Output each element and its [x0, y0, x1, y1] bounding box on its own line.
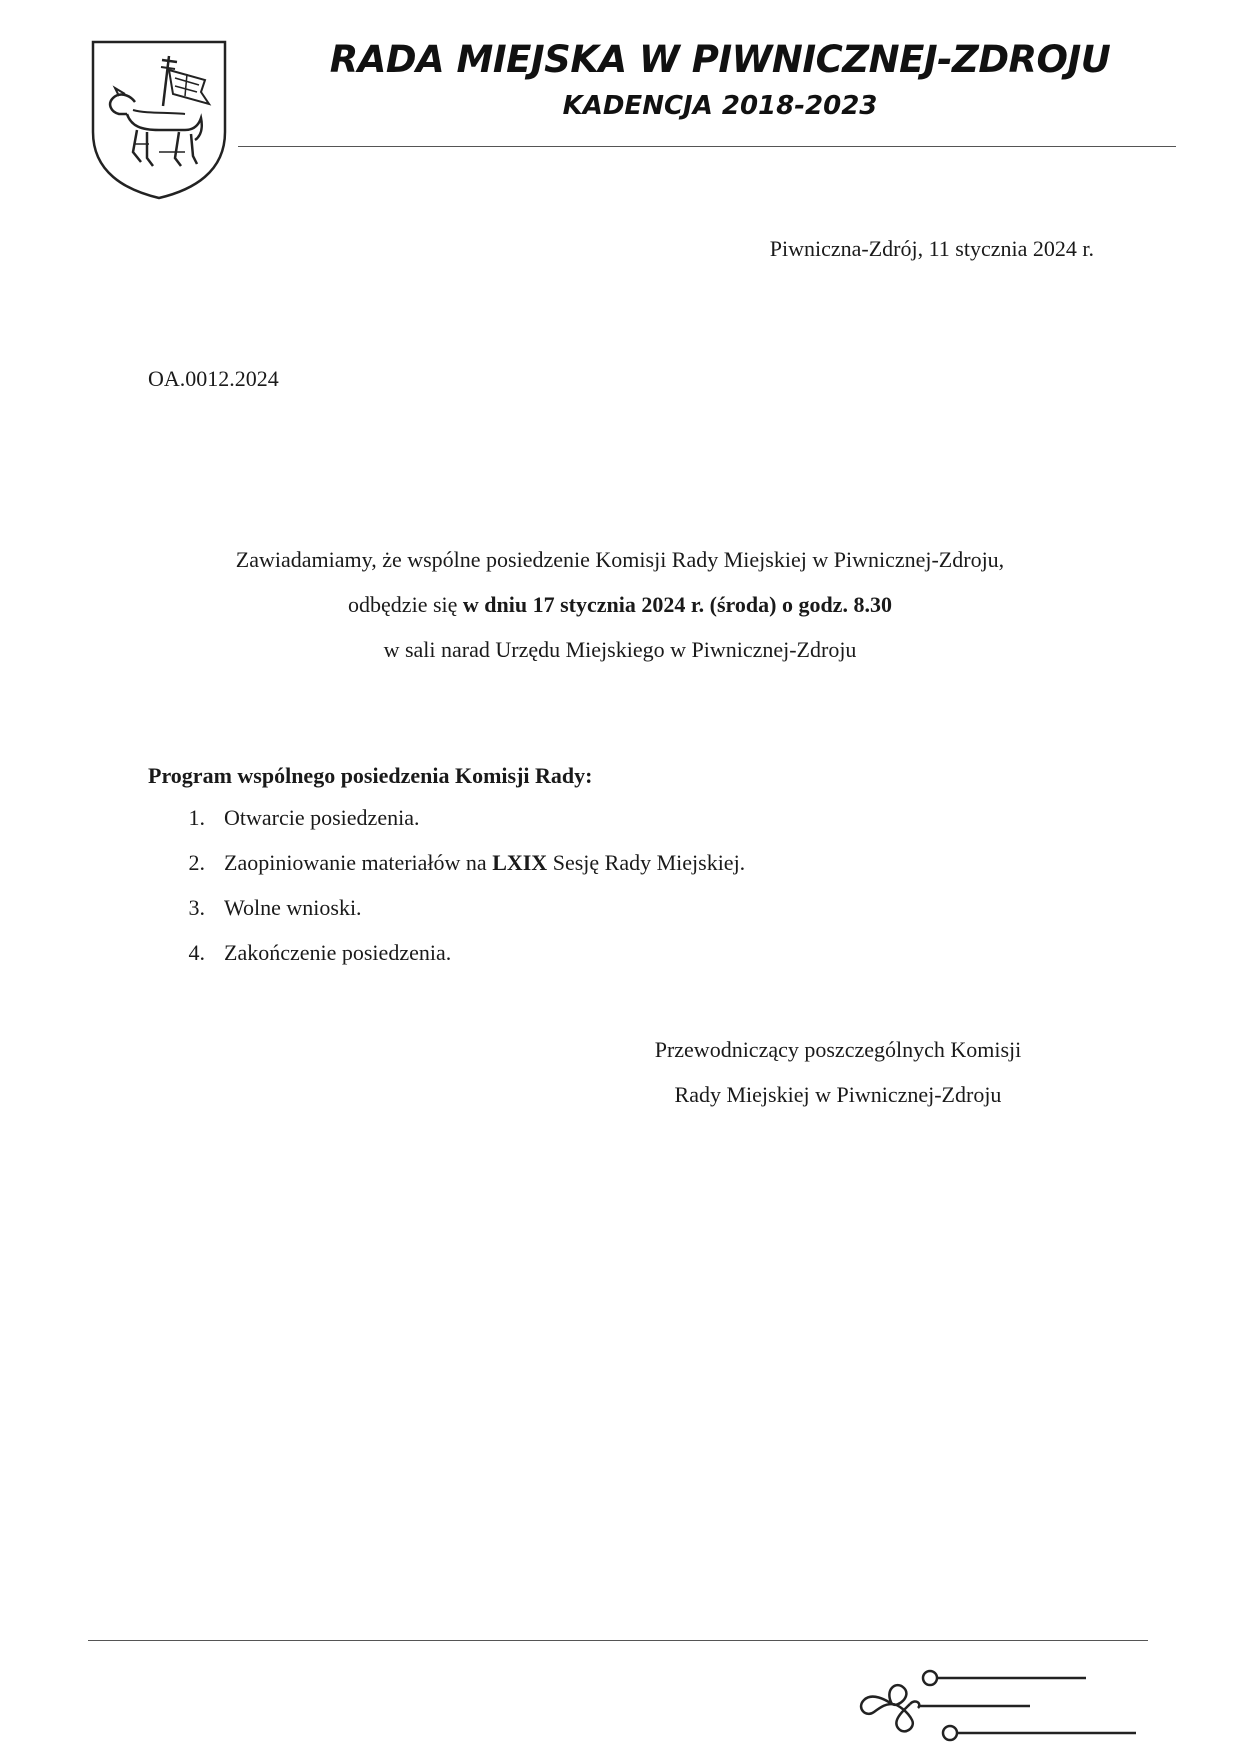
notice-line-1: Zawiadamiamy, że wspólne posiedzenie Komisji Rady Miejskiej w Piwnicznej-Zdroju, [235, 547, 1005, 572]
signature-line-1: Przewodniczący poszczególnych Komisji [654, 1037, 1022, 1062]
signature-block [588, 1027, 1088, 1117]
notice-line-2-prefix: odbędzie się [348, 592, 463, 617]
agenda-item-text: Wolne wnioski. [224, 895, 362, 920]
header-divider [238, 146, 1176, 147]
reference-number: OA.0012.2024 [148, 366, 279, 391]
notice-line-3: w sali narad Urzędu Miejskiego w Piwnicznej-Zdroju [383, 637, 857, 662]
place-and-date: Piwniczna-Zdrój, 11 stycznia 2024 r. [769, 236, 1094, 261]
agenda-item-number: 3. [188, 895, 205, 920]
signature-line-2: Rady Miejskiej w Piwnicznej-Zdroju [674, 1082, 1002, 1107]
coat-of-arms-lamb-icon [89, 40, 229, 200]
agenda-item-text: Otwarcie posiedzenia. [224, 805, 420, 830]
agenda-item [148, 848, 745, 893]
agenda-item-text: Zaopiniowanie materiałów na [224, 850, 493, 875]
agenda-item-text: Zakończenie posiedzenia. [224, 940, 452, 965]
agenda-item-number: 1. [188, 805, 205, 830]
agenda-item-text-end: Sesję Rady Miejskiej. [547, 850, 746, 875]
footer-divider [88, 1640, 1148, 1641]
agenda-item [148, 938, 745, 983]
program-title: Program wspólnego posiedzenia Komisji Rady: [148, 763, 593, 788]
notice-line-2 [100, 582, 1140, 627]
agenda-item [148, 803, 745, 848]
agenda-item-number: 4. [188, 940, 205, 965]
meeting-notice [100, 537, 1140, 672]
meeting-date-time: w dniu 17 stycznia 2024 r. (środa) o godz. 8.30 [462, 592, 892, 617]
agenda-item [148, 893, 745, 938]
council-term: KADENCJA 2018-2023 [562, 91, 878, 121]
agenda-list [148, 803, 745, 983]
decorative-ornament-icon [848, 1664, 1148, 1744]
agenda-item-number: 2. [188, 850, 205, 875]
session-number: LXIX [492, 850, 548, 875]
council-name: RADA MIEJSKA W PIWNICZNEJ-ZDROJU [329, 38, 1111, 81]
